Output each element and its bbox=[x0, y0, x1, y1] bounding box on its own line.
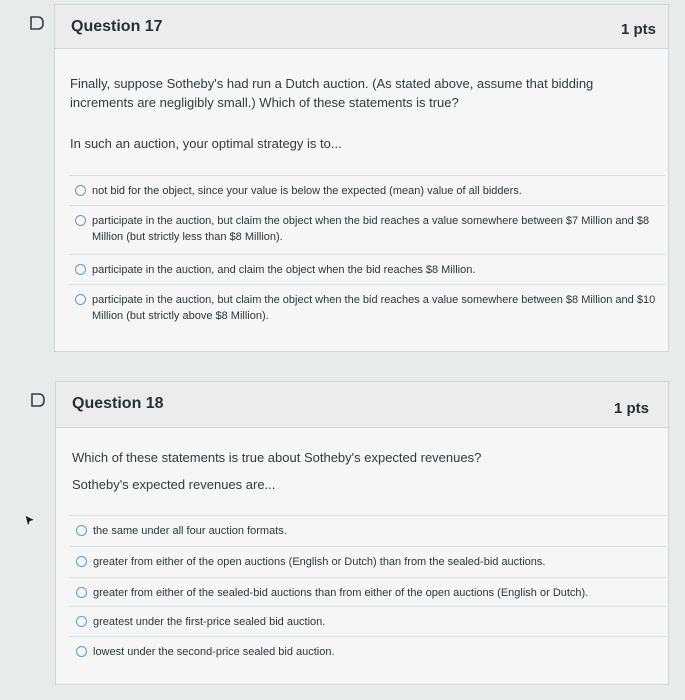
question-title: Question 18 bbox=[72, 395, 164, 412]
question-17 bbox=[54, 4, 669, 352]
answer-label: greatest under the first-price sealed bid auction. bbox=[93, 616, 326, 628]
question-points: 1 pts bbox=[620, 21, 656, 38]
answer-label: greater from either of the sealed-bid auctions than from either of the open auctions (English or Dutch). bbox=[93, 587, 589, 599]
answer-option[interactable] bbox=[70, 606, 666, 636]
answer-label: participate in the auction, but claim the object when the bid reaches a value somewhere between $8 Million and $10 Million (but strictly above $8 Million). bbox=[92, 294, 656, 322]
answer-option[interactable] bbox=[69, 254, 665, 284]
radio-button[interactable] bbox=[75, 215, 86, 226]
question-prompt: Sotheby's expected revenues are... bbox=[72, 477, 276, 492]
flag-question-18-icon[interactable] bbox=[30, 393, 46, 407]
question-17-header bbox=[55, 5, 668, 49]
question-text: Which of these statements is true about Sotheby's expected revenues? bbox=[72, 450, 482, 465]
answer-option[interactable] bbox=[69, 175, 665, 205]
radio-button[interactable] bbox=[76, 525, 87, 536]
answer-option[interactable] bbox=[70, 515, 666, 546]
answer-label: participate in the auction, but claim the object when the bid reaches a value somewhere between $7 Million and $8 Million (but strictly less than $8 Million). bbox=[92, 215, 650, 243]
answer-option[interactable] bbox=[70, 636, 666, 666]
flag-question-17-icon[interactable] bbox=[29, 16, 45, 30]
radio-button[interactable] bbox=[76, 646, 87, 657]
question-points: 1 pts bbox=[613, 400, 649, 417]
answer-option[interactable] bbox=[69, 205, 665, 254]
answer-label: participate in the auction, and claim the object when the bid reaches $8 Million. bbox=[92, 264, 476, 276]
mouse-cursor-icon bbox=[24, 514, 36, 528]
question-18-header bbox=[56, 382, 668, 428]
question-prompt: In such an auction, your optimal strategy is to... bbox=[70, 136, 342, 151]
answer-label: the same under all four auction formats. bbox=[93, 525, 287, 537]
radio-button[interactable] bbox=[75, 185, 86, 196]
radio-button[interactable] bbox=[75, 264, 86, 275]
answer-option[interactable] bbox=[70, 577, 666, 606]
answer-list bbox=[69, 175, 665, 333]
answer-list bbox=[70, 515, 666, 666]
answer-label: not bid for the object, since your value is below the expected (mean) value of all bidders. bbox=[92, 185, 522, 197]
answer-label: greater from either of the open auctions (English or Dutch) than from the sealed-bid auctions. bbox=[93, 556, 546, 568]
question-title: Question 17 bbox=[71, 18, 163, 35]
radio-button[interactable] bbox=[75, 294, 86, 305]
radio-button[interactable] bbox=[76, 616, 87, 627]
answer-option[interactable] bbox=[70, 546, 666, 577]
question-text: Finally, suppose Sotheby's had run a Dutch auction. (As stated above, assume that bidding increments are negligibly small.) Which of these statements is true? bbox=[70, 76, 594, 110]
question-18 bbox=[55, 381, 669, 685]
answer-option[interactable] bbox=[69, 284, 665, 333]
radio-button[interactable] bbox=[76, 556, 87, 567]
radio-button[interactable] bbox=[76, 587, 87, 598]
answer-label: lowest under the second-price sealed bid auction. bbox=[93, 646, 335, 658]
